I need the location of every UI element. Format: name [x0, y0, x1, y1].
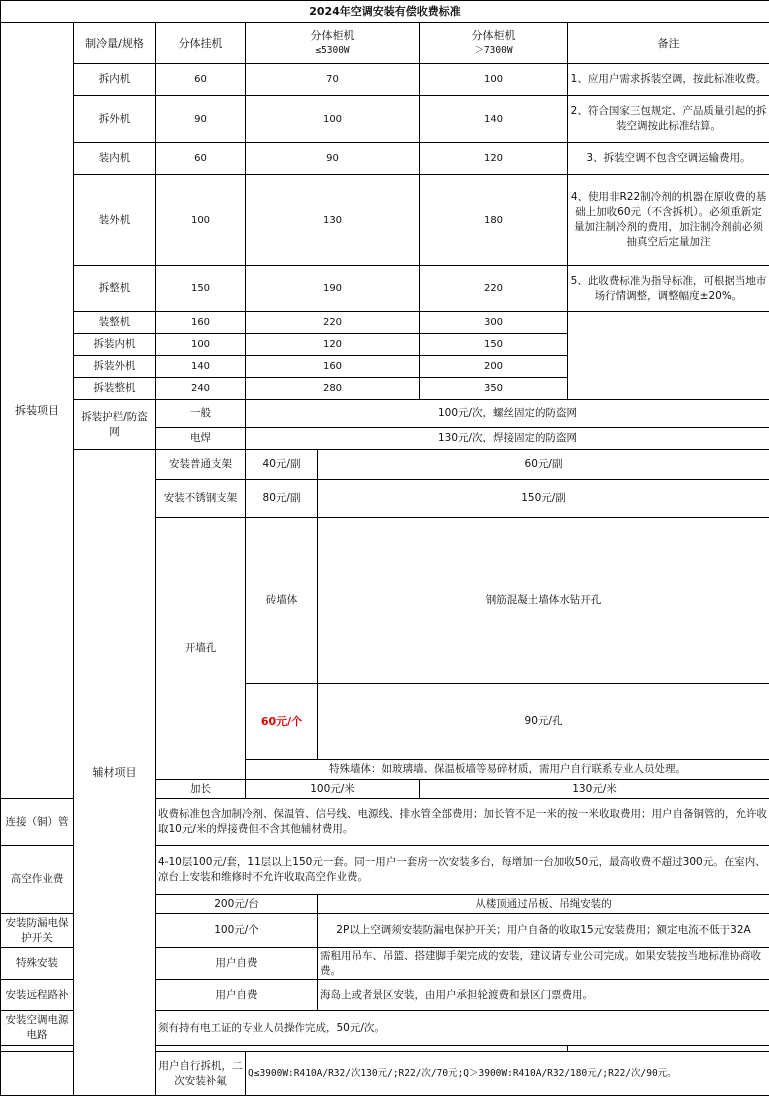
table-row [1, 450, 769, 480]
note-1: 1、应用户需求拆装空调，按此标准收费。 [568, 64, 769, 96]
wall-hole-concrete-price: 90元/孔 [318, 684, 769, 760]
header-wall: 分体挂机 [156, 23, 246, 64]
header-cabinet-a [246, 23, 420, 64]
row-cabinet-a-price: 70 [246, 64, 420, 96]
header-notes: 备注 [568, 23, 769, 64]
extension-name: 加长 [156, 780, 246, 799]
bracket-normal-name: 安装普通支架 [156, 450, 246, 480]
row-wall-price: 100 [156, 334, 246, 356]
row-wall-price: 240 [156, 378, 246, 400]
refill-note: Q≤3900W:R410A/R32/次130元/;R22/次/70元;Q＞3900W:R410A/R32/180元/;R22/次/90元。 [246, 1052, 769, 1096]
row-cabinet-a-price: 100 [246, 96, 420, 143]
table-row [1, 64, 769, 96]
wall-hole-name: 开墙孔 [156, 518, 246, 780]
wall-hole-concrete: 钢筋混凝土墙体水钻开孔 [318, 518, 769, 684]
header-cabinet-b-line1: 分体柜机 [422, 28, 565, 43]
row-cabinet-b-price: 100 [420, 64, 568, 96]
guard-weld-price: 130元/次，焊接固定的防盗网 [246, 428, 769, 450]
row-name: 装整机 [74, 312, 156, 334]
row-cabinet-b-price: 350 [420, 378, 568, 400]
extension-cabinet-price: 130元/米 [420, 780, 769, 799]
bracket-normal-cabinet: 60元/副 [318, 450, 769, 480]
leak-switch-price: 100元/个 [156, 914, 318, 948]
pipe-name: 连接（铜）管 [1, 799, 74, 846]
table-row [1, 96, 769, 143]
row-wall-price: 150 [156, 266, 246, 312]
header-spec: 制冷量/规格 [74, 23, 156, 64]
row-cabinet-b-price: 140 [420, 96, 568, 143]
bracket-steel-name: 安装不锈钢支架 [156, 480, 246, 518]
wall-hole-brick-price: 60元/个 [246, 684, 318, 760]
refill-section-blank [1, 1052, 74, 1096]
row-name: 拆整机 [74, 266, 156, 312]
row-wall-price: 60 [156, 143, 246, 175]
row-cabinet-a-price: 120 [246, 334, 420, 356]
header-cabinet-b [420, 23, 568, 64]
guard-normal-price: 100元/次，螺丝固定的防盗网 [246, 400, 769, 428]
wall-hole-special-note: 特殊墙体：如玻璃墙、保温板墙等易碎材质，需用户自行联系专业人员处理。 [246, 760, 769, 780]
row-name: 拆内机 [74, 64, 156, 96]
row-cabinet-b-price: 200 [420, 356, 568, 378]
row-wall-price: 140 [156, 356, 246, 378]
header-cabinet-a-line1: 分体柜机 [248, 28, 417, 43]
header-cabinet-b-line2: ＞7300W [422, 43, 565, 58]
bracket-steel-cabinet: 150元/副 [318, 480, 769, 518]
table-row [1, 400, 769, 428]
table-row [1, 266, 769, 312]
remote-install-note: 海岛上或者景区安装，由用户承担轮渡费和景区门票费用。 [318, 980, 769, 1011]
pipe-note: 收费标准包含加制冷剂、保温管、信号线、电源线、排水管全部费用；加长管不足一米的按一米收取费用；用户自备铜管的，允许收取10元/米的焊接费但不含其他辅材费用。 [156, 799, 769, 846]
row-cabinet-a-price: 130 [246, 175, 420, 266]
leak-switch-name: 安装防漏电保护开关 [1, 914, 74, 948]
row-cabinet-b-price: 150 [420, 334, 568, 356]
high-altitude-crane-note: 从楼顶通过吊板、吊绳安装的 [318, 895, 769, 914]
row-cabinet-a-price: 160 [246, 356, 420, 378]
high-altitude-crane-price: 200元/台 [156, 895, 318, 914]
row-cabinet-a-price: 220 [246, 312, 420, 334]
special-install-note: 需租用吊车、吊篮、搭建脚手架完成的安装，建议请专业公司完成。如果安装按当地标准协商收费。 [318, 948, 769, 980]
note-3: 3、拆装空调不包含空调运输费用。 [568, 143, 769, 175]
guard-name: 拆装护栏/防盗网 [74, 400, 156, 450]
power-circuit-name: 安装空调电源电路 [1, 1011, 74, 1046]
row-cabinet-b-price: 180 [420, 175, 568, 266]
note-5: 5、此收费标准为指导标准，可根据当地市场行情调整，调整幅度±20%。 [568, 266, 769, 312]
leak-switch-note: 2P以上空调须安装防漏电保护开关；用户自备的收取15元安装费用；额定电流不低于32A [318, 914, 769, 948]
remote-install-name: 安装远程路补 [1, 980, 74, 1011]
special-install-price: 用户自费 [156, 948, 318, 980]
row-wall-price: 90 [156, 96, 246, 143]
guard-normal-label: 一般 [156, 400, 246, 428]
row-cabinet-a-price: 90 [246, 143, 420, 175]
table-row [1, 175, 769, 266]
header-cabinet-a-line2: ≤5300W [248, 43, 417, 58]
row-cabinet-b-price: 300 [420, 312, 568, 334]
row-cabinet-a-price: 190 [246, 266, 420, 312]
extension-wall-price: 100元/米 [246, 780, 420, 799]
row-wall-price: 60 [156, 64, 246, 96]
row-cabinet-a-price: 280 [246, 378, 420, 400]
notes-blank [568, 312, 769, 400]
page-title: 2024年空调安装有偿收费标准 [1, 1, 769, 23]
row-cabinet-b-price: 220 [420, 266, 568, 312]
guard-weld-label: 电焊 [156, 428, 246, 450]
note-4: 4、使用非R22制冷剂的机器在原收费的基础上加收60元（不含拆机）。必须重新定量加注制冷剂的费用，加注制冷剂前必须抽真空后定量加注 [568, 175, 769, 266]
row-wall-price: 100 [156, 175, 246, 266]
special-install-name: 特殊安装 [1, 948, 74, 980]
row-cabinet-b-price: 120 [420, 143, 568, 175]
row-name: 拆装内机 [74, 334, 156, 356]
table-row [1, 312, 769, 334]
refill-name: 用户自行拆机，二次安装补氟 [156, 1052, 246, 1096]
high-altitude-note: 4-10层100元/套，11层以上150元一套。同一用户一套房一次安装多台，每增加一台加收50元，最高收费不超过300元。在室内、凉台上安装和维修时不允许收取高空作业费。 [156, 846, 769, 895]
row-name: 拆外机 [74, 96, 156, 143]
row-name: 拆装整机 [74, 378, 156, 400]
row-name: 装内机 [74, 143, 156, 175]
bracket-normal-wall: 40元/副 [246, 450, 318, 480]
high-altitude-name: 高空作业费 [1, 846, 74, 914]
row-name: 拆装外机 [74, 356, 156, 378]
section-install: 拆装项目 [1, 23, 74, 799]
section-material: 辅材项目 [74, 450, 156, 1096]
bracket-steel-wall: 80元/副 [246, 480, 318, 518]
note-2: 2、符合国家三包规定、产品质量引起的拆装空调按此标准结算。 [568, 96, 769, 143]
remote-install-price: 用户自费 [156, 980, 318, 1011]
table-row [1, 143, 769, 175]
wall-hole-brick: 砖墙体 [246, 518, 318, 684]
power-circuit-note: 须有持有电工证的专业人员操作完成，50元/次。 [156, 1011, 769, 1046]
row-wall-price: 160 [156, 312, 246, 334]
row-name: 装外机 [74, 175, 156, 266]
